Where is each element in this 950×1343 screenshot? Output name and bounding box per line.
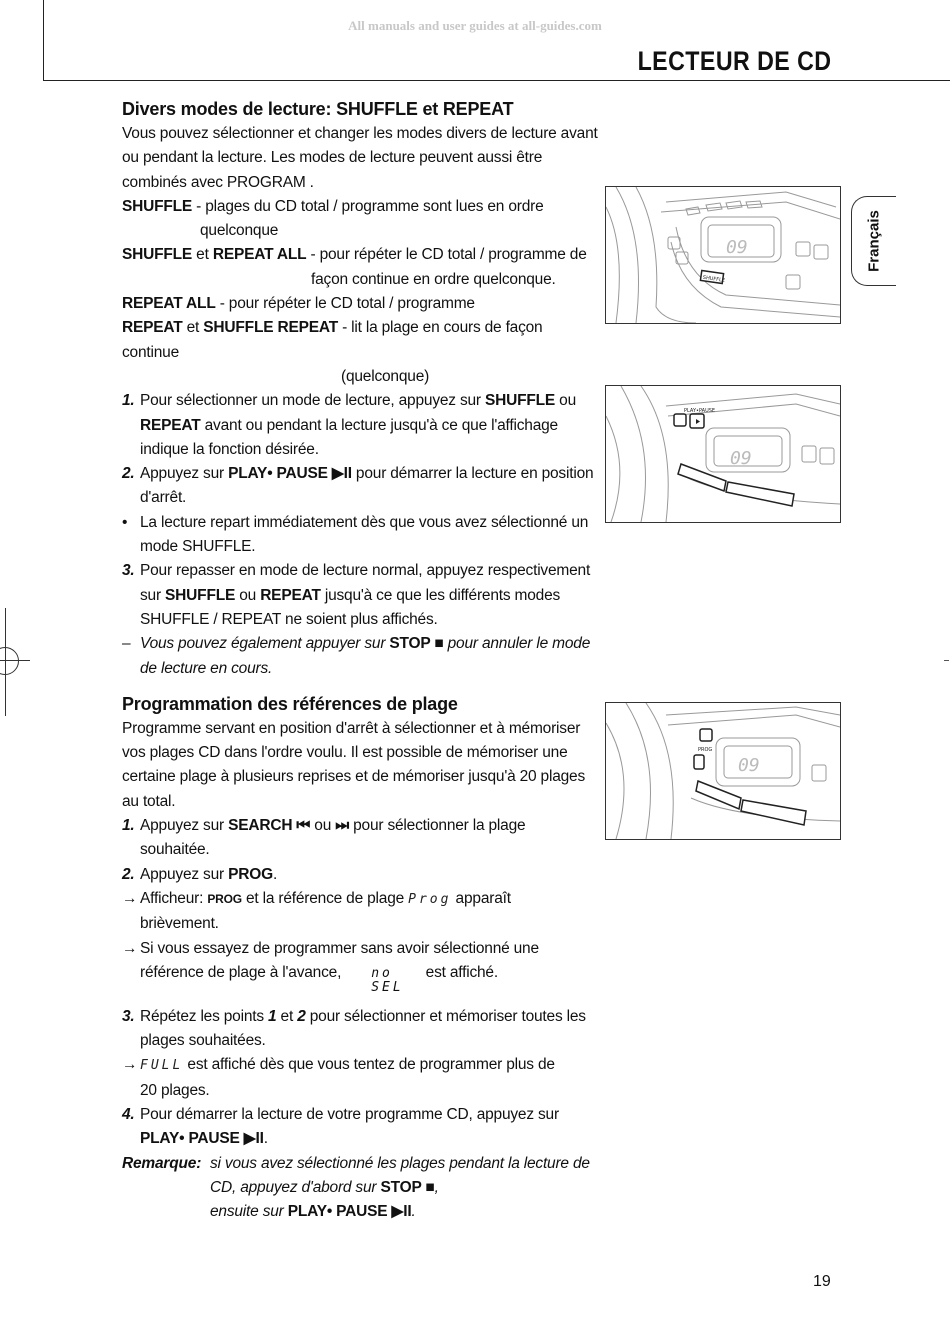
watermark: All manuals and user guides at all-guides.com — [348, 18, 602, 33]
page-title: LECTEUR DE CD — [638, 46, 832, 76]
step-number: 2. — [122, 865, 135, 883]
bullet-mark: • — [122, 513, 128, 531]
illustration-play-pause — [605, 385, 841, 523]
prog-label: PROG — [698, 747, 713, 753]
lcd-digits: 09 — [730, 448, 752, 469]
lcd-full-text: FULL — [140, 1058, 184, 1074]
step-2: 2. Appuyez sur PLAY• PAUSE ▶II pour démarrer la lecture en position d'arrêt. — [122, 462, 602, 511]
intro-line: au total. — [122, 792, 176, 810]
illustration-prog — [605, 702, 841, 840]
page-frame-left — [43, 0, 44, 80]
section-heading-modes: Divers modes de lecture: SHUFFLE et REPEAT — [122, 99, 514, 119]
intro-line: combinés avec PROGRAM . — [122, 173, 314, 191]
intro-line: ou pendant la lecture. Les modes de lecture peuvent aussi être — [122, 149, 543, 167]
lcd-prog-text: Prog — [408, 891, 452, 907]
bullet-note: • La lecture repart immédiatement dès que vous avez sélectionné un mode SHUFFLE. — [122, 511, 602, 560]
step-number: 4. — [122, 1105, 135, 1123]
arrow-icon: → — [122, 939, 138, 957]
intro-line: Programme servant en position d'arrêt à sélectionner et à mémoriser — [122, 719, 581, 737]
shuffle-definition: SHUFFLE - plages du CD total / programme sont lues en ordre — [122, 197, 544, 215]
play-pause-label: PLAY•PAUSE — [684, 408, 716, 414]
step-number: 1. — [122, 392, 135, 410]
result-arrow: → Afficheur: PROG et la référence de plage Prog apparaît brièvement. — [122, 887, 602, 937]
step-number: 2. — [122, 465, 135, 483]
repeat-shuffle-repeat-definition: REPEAT et SHUFFLE REPEAT - lit la plage en cours de façon continue — [122, 319, 543, 361]
repeat-all-definition: REPEAT ALL - pour répéter le CD total / programme — [122, 295, 475, 313]
section-heading-programming: Programmation des références de plage — [122, 693, 458, 714]
intro-line: vos plages CD dans l'ordre voulu. Il est possible de mémoriser une — [122, 744, 568, 762]
shuffle-button-label: SHUFFLE — [702, 274, 726, 284]
cd-player-drawing — [606, 386, 840, 522]
step-number: 1. — [122, 817, 135, 835]
shuffle-repeat-all-definition: SHUFFLE et REPEAT ALL - pour répéter le CD total / programme de — [122, 246, 587, 264]
step-3: 3. Répétez les points 1 et 2 pour sélectionner et mémoriser toutes les plages souhaitées. — [122, 1005, 602, 1054]
repeat-shuffle-repeat-cont: (quelconque) — [341, 367, 430, 385]
lcd-no-sel-text: no SEL — [371, 965, 404, 995]
arrow-icon: → — [122, 889, 138, 907]
page-number: 19 — [813, 1273, 831, 1290]
page-frame-rule — [43, 80, 950, 81]
arrow-icon: → — [122, 1056, 138, 1074]
intro-line: Vous pouvez sélectionner et changer les modes divers de lecture avant — [122, 125, 598, 142]
step-2: 2. Appuyez sur PROG. — [122, 863, 602, 887]
illustration-shuffle — [605, 186, 841, 324]
remark-note: Remarque: si vous avez sélectionné les plages pendant la lecture de CD, appuyez d'abord sur STOP ■, ensuite sur PLAY• PAUSE ▶II. — [122, 1152, 602, 1225]
step-number: 3. — [122, 562, 135, 580]
language-tab-label: Français — [865, 210, 883, 272]
shuffle-definition-cont: quelconque — [200, 222, 279, 240]
crop-mark-circle — [0, 647, 19, 675]
main-content — [122, 96, 602, 1224]
cd-player-drawing — [606, 187, 840, 323]
step-3: 3. Pour repasser en mode de lecture normal, appuyez respectivement sur SHUFFLE ou REPEAT jusqu'à ce que les différents modes SHUFFLE / REPEAT ne soient plus affichés. — [122, 559, 602, 632]
step-4: 4. Pour démarrer la lecture de votre programme CD, appuyez sur PLAY• PAUSE ▶II. — [122, 1103, 602, 1152]
step-1: 1. Appuyez sur SEARCH ⏮ ou ⏭ pour sélectionner la plage souhaitée. — [122, 814, 602, 863]
lcd-digits: 09 — [726, 237, 748, 258]
step-1: 1. Pour sélectionner un mode de lecture, appuyez sur SHUFFLE ou REPEAT avant ou pendant la lecture jusqu'à ce que l'affichage indique la fonction désirée. — [122, 389, 602, 462]
intro-line: certaine plage à plusieurs reprises et de mémoriser jusqu'à 20 plages — [122, 768, 586, 786]
cd-player-drawing — [606, 703, 840, 839]
result-arrow: → Si vous essayez de programmer sans avoir sélectionné une référence de plage à l'avance, no SELest affiché. — [122, 937, 602, 995]
dash-mark: – — [122, 635, 131, 653]
remark-label: Remarque: — [122, 1154, 202, 1172]
crop-mark-tick — [944, 660, 949, 661]
lcd-digits: 09 — [738, 755, 760, 776]
shuffle-repeat-all-cont: façon continue en ordre quelconque. — [311, 270, 556, 288]
language-tab — [851, 196, 896, 286]
result-arrow: → FULL est affiché dès que vous tentez de programmer plus de 20 plages. — [122, 1053, 602, 1103]
step-number: 3. — [122, 1007, 135, 1025]
dash-note: – Vous pouvez également appuyer sur STOP ■ pour annuler le mode de lecture en cours. — [122, 632, 602, 681]
